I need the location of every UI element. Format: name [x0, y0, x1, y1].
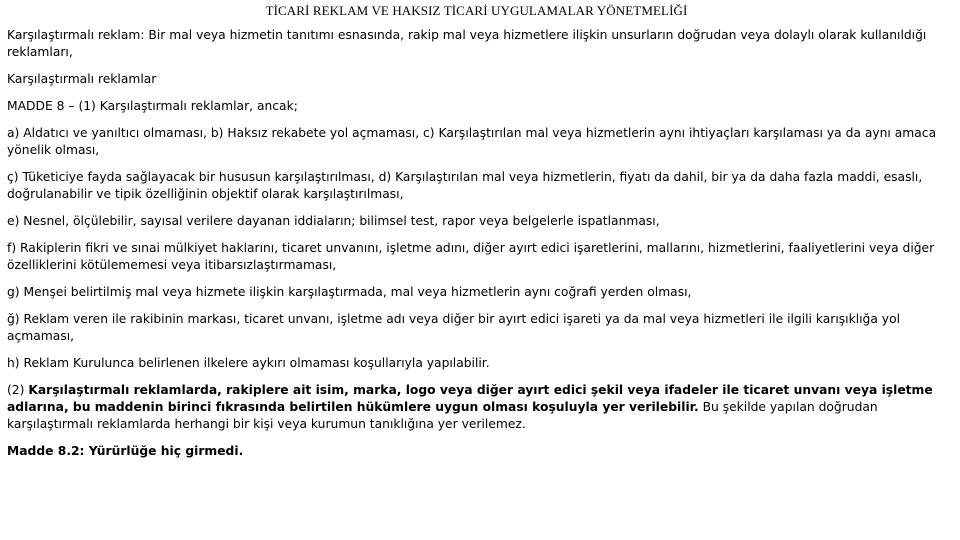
list-item: a) Aldatıcı ve yanıltıcı olmaması, b) Haksız rekabete yol açmaması, c) Karşılaştırılan mal veya hizmetlerin aynı ihtiyaçları karşılaması ya da aynı amaca yönelik olması,	[7, 126, 937, 157]
list-item: e) Nesnel, ölçülebilir, sayısal verilere dayanan iddiaların; bilimsel test, rapor veya belgelerle ispatlanması,	[7, 214, 660, 228]
paragraph-two-rest: Bu şekilde yapılan doğrudan karşılaştırmalı reklamlarda herhangi bir kişi veya kurumun tanıklığına yer verilemez.	[7, 400, 878, 431]
article-label: MADDE 8 –	[7, 99, 75, 113]
article-paragraph	[7, 98, 946, 115]
list-item: ç) Tüketiciye fayda sağlayacak bir hususun karşılaştırılması, d) Karşılaştırılan mal veya hizmetlerin, fiyatı da dahil, bir ya da daha fazla maddi, esaslı, doğrulanabilir ve tipik özelliğinin objektif olarak karşılaştırılması,	[7, 170, 923, 201]
definition-paragraph	[7, 27, 946, 61]
list-item: f) Rakiplerin fikri ve sınai mülkiyet haklarını, ticaret unvanını, işletme adını, diğer ayırt edici işaretlerini, mallarını, hizmetlerini, faaliyetlerini veya diğer özelliklerini kötülememesi veya itibarsızlaştırmaması,	[7, 241, 935, 272]
section-heading: Karşılaştırmalı reklamlar	[7, 72, 157, 86]
list-item: h) Reklam Kurulunca belirlenen ilkelere aykırı olmaması koşullarıyla yapılabilir.	[7, 356, 490, 370]
paragraph-two-prefix: (2)	[7, 383, 29, 397]
list-item: g) Menşei belirtilmiş mal veya hizmete ilişkin karşılaştırmada, mal veya hizmetlerin aynı coğrafi yerden olması,	[7, 285, 692, 299]
article-text: (1) Karşılaştırmalı reklamlar, ancak;	[74, 99, 298, 113]
paragraph-two	[7, 382, 946, 433]
list-item: ğ) Reklam veren ile rakibinin markası, ticaret unvanı, işletme adı veya diğer bir ayırt edici işareti ya da mal veya hizmetleri ile ilgili karışıklığa yol açmaması,	[7, 312, 901, 343]
definition-text: Bir mal veya hizmetin tanıtımı esnasında, rakip mal veya hizmetlere ilişkin unsurların doğrudan veya dolaylı olarak kullanıldığı reklamları,	[7, 28, 927, 59]
paragraph-two-bold: Karşılaştırmalı reklamlarda, rakiplere ait isim, marka, logo veya diğer ayırt edici şekil veya ifadeler ile ticaret unvanı veya işletme adlarına, bu maddenin birinci fıkrasında belirtilen hükümlere uygun olması koşuluyla yer verilebilir.	[7, 383, 933, 414]
enforcement-note: Madde 8.2: Yürürlüğe hiç girmedi.	[7, 444, 244, 458]
regulation-title: TİCARİ REKLAM VE HAKSIZ TİCARİ UYGULAMALAR YÖNETMELİĞİ	[265, 3, 688, 18]
definition-term: Karşılaştırmalı reklam:	[7, 28, 145, 42]
